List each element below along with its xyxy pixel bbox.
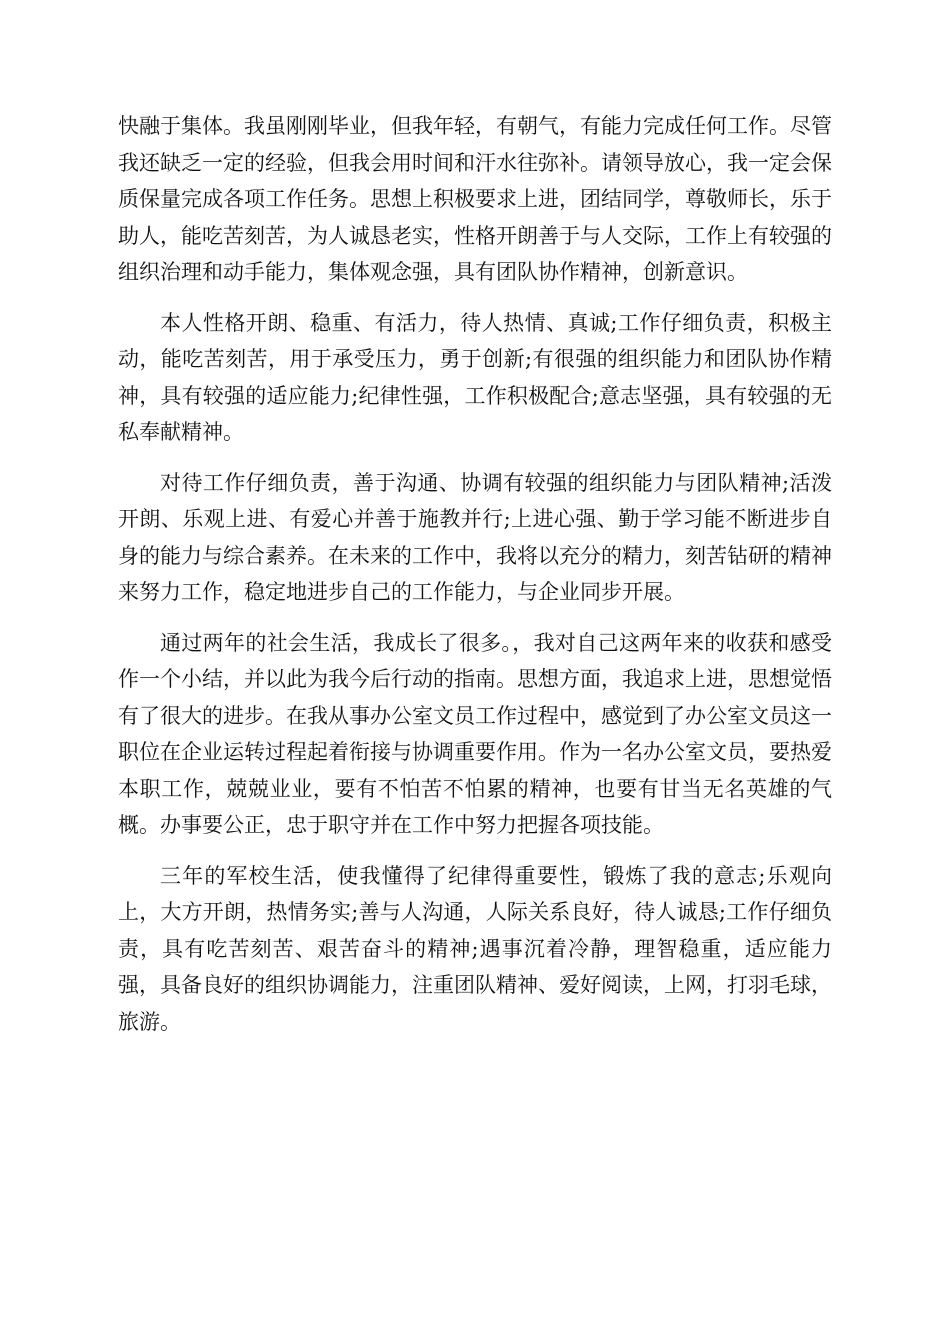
- paragraph-2: 本人性格开朗、稳重、有活力，待人热情、真诚;工作仔细负责，积极主动，能吃苦刻苦，用于承受压力，勇于创新;有很强的组织能力和团队协作精神，具有较强的适应能力;纪律性强，工作积极配合;意志坚强，具有较强的无私奉献精神。: [118, 310, 832, 444]
- document-body: [118, 108, 832, 1054]
- paragraph-5: 三年的军校生活，使我懂得了纪律得重要性，锻炼了我的意志;乐观向上，大方开朗，热情务实;善与人沟通，人际关系良好，待人诚恳;工作仔细负责，具有吃苦刻苦、艰苦奋斗的精神;遇事沉着冷静，理智稳重，适应能力强，具备良好的组织协调能力，注重团队精神、爱好阅读，上网，打羽毛球，旅游。: [118, 863, 832, 1034]
- paragraph-1: 快融于集体。我虽刚刚毕业，但我年轻，有朝气，有能力完成任何工作。尽管我还缺乏一定的经验，但我会用时间和汗水往弥补。请领导放心，我一定会保质保量完成各项工作任务。思想上积极要求上进，团结同学，尊敬师长，乐于助人，能吃苦刻苦，为人诚恳老实，性格开朗善于与人交际，工作上有较强的组织治理和动手能力，集体观念强，具有团队协作精神，创新意识。: [118, 114, 832, 284]
- paragraph-4: 通过两年的社会生活，我成长了很多。，我对自己这两年来的收获和感受作一个小结，并以此为我今后行动的指南。思想方面，我追求上进，思想觉悟有了很大的进步。在我从事办公室文员工作过程中，感觉到了办公室文员这一职位在企业运转过程起着衔接与协调重要作用。作为一名办公室文员，要热爱本职工作，兢兢业业，要有不怕苦不怕累的精神，也要有甘当无名英雄的气概。办事要公正，忠于职守并在工作中努力把握各项技能。: [118, 630, 832, 837]
- paragraph-3: 对待工作仔细负责，善于沟通、协调有较强的组织能力与团队精神;活泼开朗、乐观上进、有爱心并善于施教并行;上进心强、勤于学习能不断进步自身的能力与综合素养。在未来的工作中，我将以充分的精力，刻苦钻研的精神来努力工作，稳定地进步自己的工作能力，与企业同步开展。: [118, 470, 832, 604]
